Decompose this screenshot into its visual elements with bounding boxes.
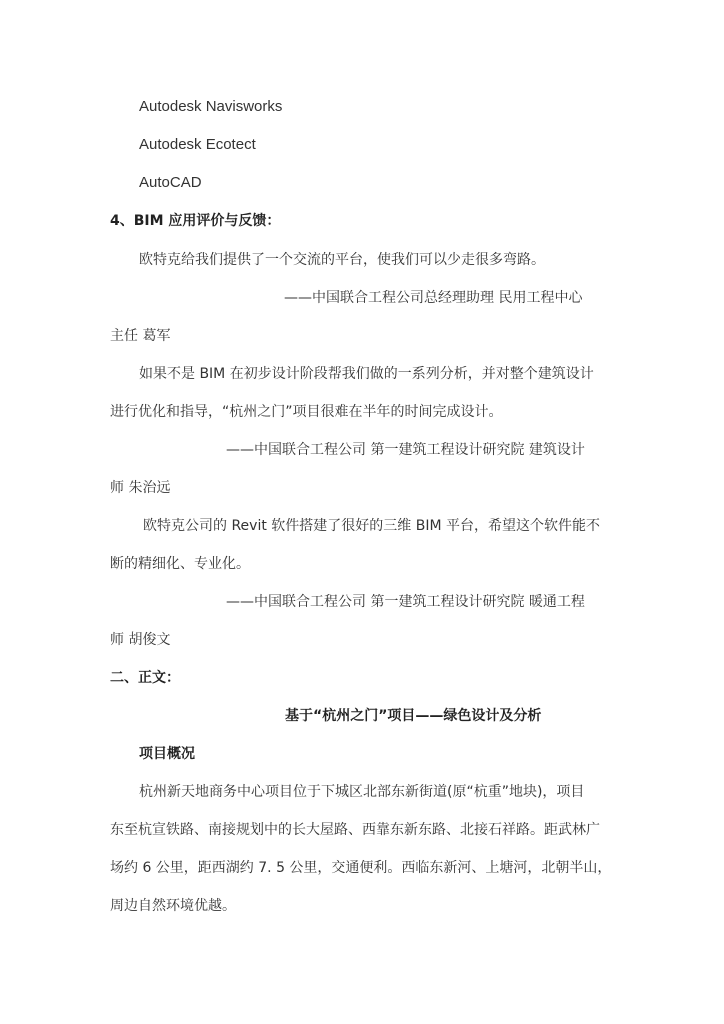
software-item-navisworks: Autodesk Navisworks bbox=[139, 98, 283, 115]
feedback-2-quote-cont: 进行优化和指导，“杭州之门”项目很难在半年的时间完成设计。 bbox=[110, 404, 503, 420]
section-4-heading: 4、BIM 应用评价与反馈： bbox=[110, 213, 281, 229]
feedback-1-attribution: ——中国联合工程公司总经理助理 民用工程中心 bbox=[284, 290, 583, 306]
feedback-3-quote: 欧特克公司的 Revit 软件搭建了很好的三维 BIM 平台，希望这个软件能不 bbox=[143, 518, 600, 534]
software-item-ecotect: Autodesk Ecotect bbox=[139, 136, 256, 153]
feedback-2-attribution: ——中国联合工程公司 第一建筑工程设计研究院 建筑设计 bbox=[226, 442, 585, 458]
feedback-2-attribution-cont: 师 朱治远 bbox=[110, 480, 171, 496]
feedback-3-quote-cont: 断的精细化、专业化。 bbox=[110, 556, 250, 572]
feedback-1-quote: 欧特克给我们提供了一个交流的平台，使我们可以少走很多弯路。 bbox=[139, 252, 545, 268]
feedback-1-attribution-cont: 主任 葛军 bbox=[110, 328, 171, 344]
body-line: 周边自然环境优越。 bbox=[110, 898, 236, 914]
feedback-3-attribution-cont: 师 胡俊文 bbox=[110, 632, 171, 648]
feedback-2-quote: 如果不是 BIM 在初步设计阶段帮我们做的一系列分析，并对整个建筑设计 bbox=[139, 366, 594, 382]
section-2-heading: 二、正文： bbox=[110, 670, 180, 686]
body-line: 东至杭宣铁路、南接规划中的长大屋路、西靠东新东路、北接石祥路。距武林广 bbox=[110, 822, 600, 838]
feedback-3-attribution: ——中国联合工程公司 第一建筑工程设计研究院 暖通工程 bbox=[226, 594, 585, 610]
body-line: 杭州新天地商务中心项目位于下城区北部东新街道(原“杭重”地块)，项目 bbox=[139, 784, 585, 800]
body-line: 场约 6 公里，距西湖约 7. 5 公里，交通便利。西临东新河、上塘河，北朝半山， bbox=[110, 860, 612, 876]
software-item-autocad: AutoCAD bbox=[139, 174, 202, 191]
article-title: 基于“杭州之门”项目——绿色设计及分析 bbox=[285, 708, 542, 724]
subheading-overview: 项目概况 bbox=[139, 746, 195, 762]
